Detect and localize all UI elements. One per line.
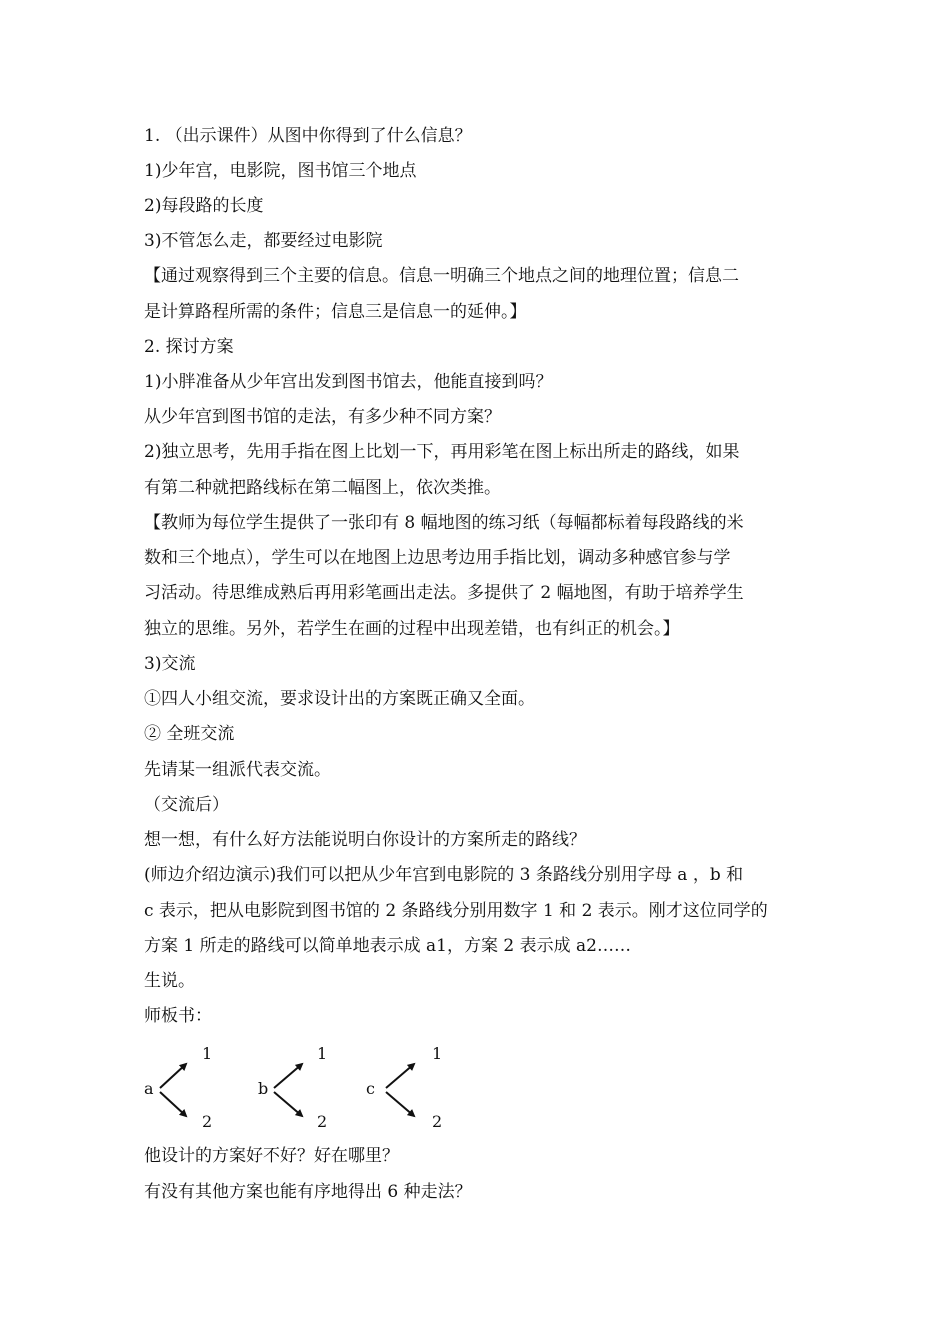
- section-2-heading: 2. 探讨方案: [144, 337, 234, 357]
- tree-a-lower-arrow: [160, 1092, 186, 1116]
- text-line: 师板书：: [144, 1006, 212, 1026]
- text-line: c 表示，把从电影院到图书馆的 2 条路线分别用数字 1 和 2 表示。刚才这位同学的: [144, 901, 768, 921]
- tree-c-top: 1: [432, 1044, 443, 1063]
- note-line: 【教师为每位学生提供了一张印有 8 幅地图的练习纸（每幅都标着每段路线的米: [144, 513, 744, 533]
- text-line: 2)每段路的长度: [144, 196, 264, 216]
- text-line: 2)独立思考，先用手指在图上比划一下，再用彩笔在图上标出所走的路线，如果: [144, 442, 740, 462]
- text-line: 先请某一组派代表交流。: [144, 760, 331, 780]
- tree-c-upper-arrow: [386, 1064, 414, 1088]
- tree-b-upper-arrow: [274, 1064, 302, 1088]
- note-line: 习活动。待思维成熟后再用彩笔画出走法。多提供了 2 幅地图，有助于培养学生: [144, 583, 744, 603]
- tree-a-top: 1: [202, 1044, 213, 1063]
- text-line: 从少年宫到图书馆的走法，有多少种不同方案？: [144, 407, 501, 427]
- tree-c-bottom: 2: [432, 1112, 443, 1131]
- text-line: 1)小胖准备从少年宫出发到图书馆去，他能直接到吗？: [144, 372, 553, 392]
- text-line: 1)少年宫，电影院，图书馆三个地点: [144, 161, 417, 181]
- text-line: 他设计的方案好不好？好在哪里？: [144, 1146, 399, 1166]
- tree-a-bottom: 2: [202, 1112, 213, 1131]
- note-line: 【通过观察得到三个主要的信息。信息一明确三个地点之间的地理位置；信息二: [144, 266, 739, 286]
- tree-a-upper-arrow: [160, 1064, 186, 1088]
- tree-b-bottom: 2: [317, 1112, 328, 1131]
- tree-a-root: a: [144, 1079, 154, 1098]
- tree-c-root: c: [366, 1079, 375, 1098]
- note-line: 数和三个地点），学生可以在地图上边思考边用手指比划，调动多种感官参与学: [144, 548, 731, 568]
- section-1-heading: 1. （出示课件）从图中你得到了什么信息？: [144, 126, 472, 146]
- text-line: 有没有其他方案也能有序地得出 6 种走法？: [144, 1182, 472, 1202]
- text-line: 生说。: [144, 971, 195, 991]
- text-line: ①四人小组交流，要求设计出的方案既正确又全面。: [144, 689, 535, 709]
- tree-b-top: 1: [317, 1044, 328, 1063]
- text-line: 3)交流: [144, 654, 196, 674]
- note-line: 独立的思维。另外，若学生在画的过程中出现差错，也有纠正的机会。】: [144, 619, 680, 639]
- tree-c-lower-arrow: [386, 1092, 414, 1116]
- text-line: ② 全班交流: [144, 724, 235, 744]
- text-line: 有第二种就把路线标在第二幅图上，依次类推。: [144, 478, 501, 498]
- text-line: 想一想，有什么好方法能说明白你设计的方案所走的路线？: [144, 830, 586, 850]
- tree-b-root: b: [258, 1079, 269, 1098]
- text-line: （交流后）: [144, 795, 229, 815]
- text-line: (师边介绍边演示)我们可以把从少年宫到电影院的 3 条路线分别用字母 a ，b 和: [144, 865, 744, 885]
- tree-b-lower-arrow: [274, 1092, 302, 1116]
- text-line: 3)不管怎么走，都要经过电影院: [144, 231, 383, 251]
- text-line: 方案 1 所走的路线可以简单地表示成 a1，方案 2 表示成 a2……: [144, 936, 631, 956]
- note-line: 是计算路程所需的条件；信息三是信息一的延伸。】: [144, 302, 527, 322]
